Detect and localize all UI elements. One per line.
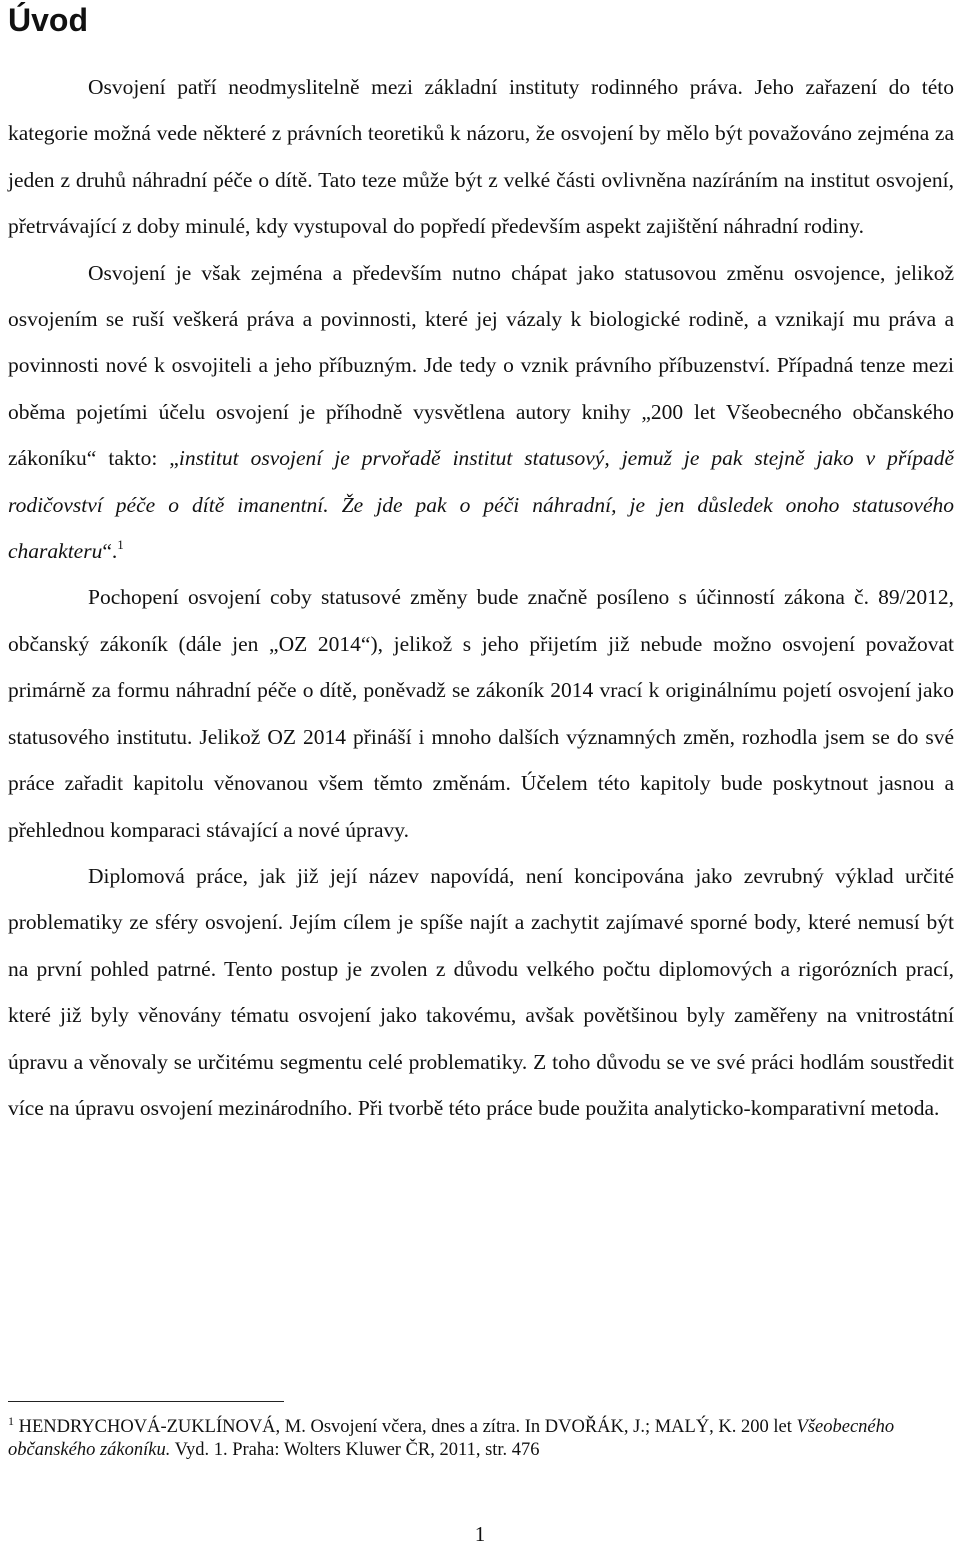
paragraph-text: Osvojení je však zejména a především nutno chápat jako statusovou změnu osvojence, jelikož osvojením se ruší veškerá práva a povinnosti, které jej vázaly k biologické rodině, a vznikají mu práva a povinnosti nové k osvojiteli a jeho příbuzným. Jde tedy o vznik právního příbuzenství. Případná tenze mezi oběma pojetími účelu osvojení je příhodně vysvětlena autory knihy „200 let Všeobecného občanského zákoníku“ takto: „ [8, 260, 954, 471]
page-number: 1 [474, 1522, 486, 1546]
paragraph [8, 853, 954, 1131]
paragraph-text: Pochopení osvojení coby statusové změny bude značně posíleno s účinností zákona č. 89/2012, občanský zákoník (dále jen „OZ 2014“), jelikož s jeho přijetím již nebude možno osvojení považovat primárně za formu náhradní péče o dítě, poněvadž se zákoník 2014 vrací k originálnímu pojetí osvojení jako statusového institutu. Jelikož OZ 2014 přináší i mnoho dalších významných změn, rozhodla jsem se do své práce zařadit kapitolu věnovanou všem těmto změnám. Účelem této kapitoly bude poskytnout jasnou a přehlednou komparaci stávající a nové úpravy. [8, 585, 954, 842]
footnote-reference: 1 [117, 537, 124, 553]
paragraph-text: Osvojení patří neodmyslitelně mezi základní instituty rodinného práva. Jeho zařazení do této kategorie možná vede některé z právních teoretiků k názoru, že osvojení by mělo být považováno zejména za jeden z druhů náhradní péče o dítě. Tato teze může být z velké části ovlivněna nazíráním na institut osvojení, přetrvávající z doby minulé, kdy vystupoval do popředí především aspekt zajištění náhradní rodiny. [8, 75, 954, 239]
paragraph [8, 64, 954, 250]
footnote-number: 1 [8, 1414, 14, 1428]
footnote-text: HENDRYCHOVÁ-ZUKLÍNOVÁ, M. Osvojení včera, dnes a zítra. In DVOŘÁK, J.; MALÝ, K. 200 let [14, 1417, 797, 1437]
footnote [8, 1416, 954, 1462]
footnote-title: Všeobecného občanského zákoníku. [8, 1417, 895, 1460]
paragraph-text: Diplomová práce, jak již její název napovídá, není koncipována jako zevrubný výklad určité problematiky ze sféry osvojení. Jejím cílem je spíše najít a zachytit zajímavé sporné body, které nemusí být na první pohled patrné. Tento postup je zvolen z důvodu velkého počtu diplomových a rigorózních prací, které již byly věnovány tématu osvojení jako takovému, avšak povětšinou byly zaměřeny na vnitrostátní úpravu a věnovaly se určitému segmentu celé problematiky. Z toho důvodu se ve své práci hodlám soustředit více na úpravu osvojení mezinárodního. Při tvorbě této práce bude použita analyticko-komparativní metoda. [8, 863, 954, 1120]
body-text [8, 64, 954, 1131]
paragraph [8, 250, 954, 575]
paragraph [8, 574, 954, 852]
paragraph-text: “. [102, 539, 118, 564]
footnote-divider [8, 1401, 284, 1402]
quotation: institut osvojení je prvořadě institut statusový, jemuž je pak stejně jako v případě rodičovství péče o dítě imanentní. Že jde pak o péči náhradní, je jen důsledek onoho statusového charakteru [8, 446, 954, 564]
footnote-text: Vyd. 1. Praha: Wolters Kluwer ČR, 2011, str. 476 [170, 1440, 540, 1460]
page-heading: Úvod [8, 2, 88, 38]
